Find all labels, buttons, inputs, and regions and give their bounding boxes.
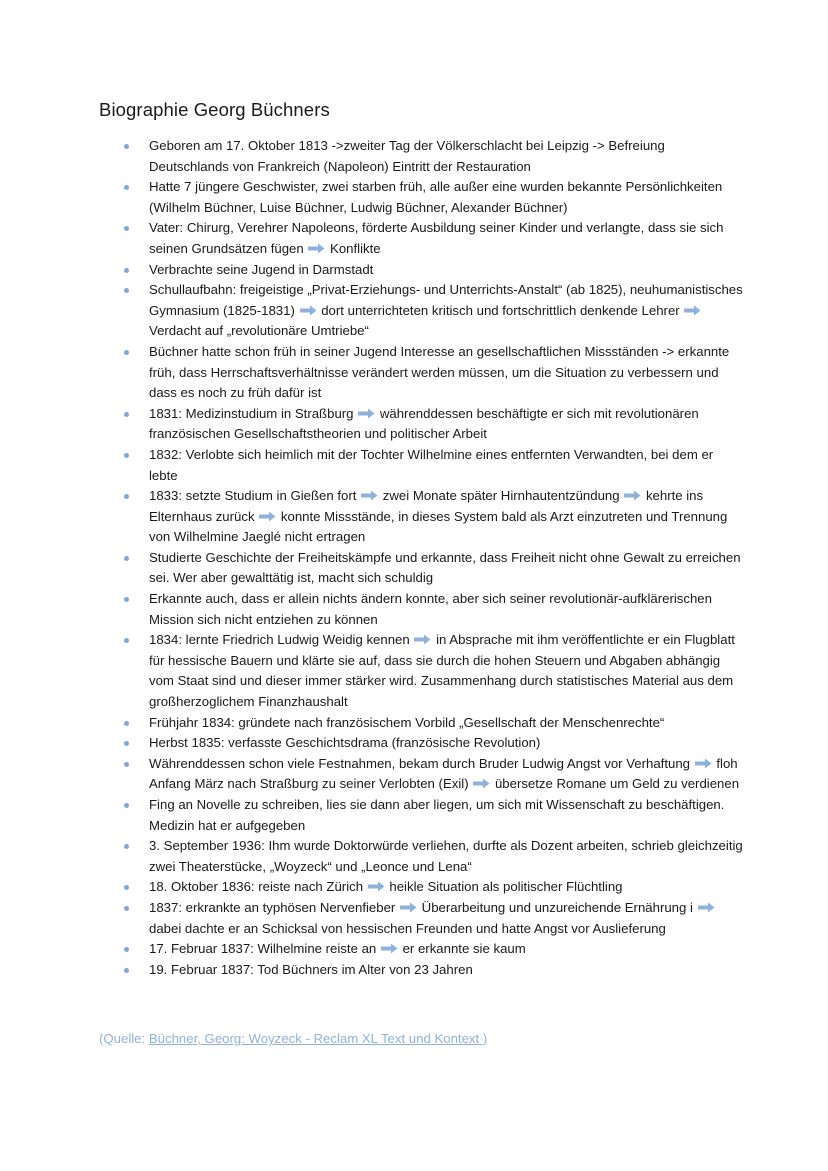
bullet-icon	[124, 288, 129, 293]
item-text: Fing an Novelle zu schreiben, lies sie dann aber liegen, um sich mit Wissenschaft zu beschäftigen. Medizin hat er aufgegeben	[149, 797, 725, 833]
bullet-icon	[124, 741, 129, 746]
item-text: Verdacht auf „revolutionäre Umtriebe“	[149, 323, 369, 339]
page-title: Biographie Georg Büchners	[99, 99, 330, 120]
bullet-icon	[124, 268, 129, 273]
source-citation	[99, 1031, 487, 1046]
item-text: Währenddessen schon viele Festnahmen, bekam durch Bruder Ludwig Angst vor Verhaftung	[149, 755, 691, 771]
item-text: Hatte 7 jüngere Geschwister, zwei starben früh, alle außer eine wurden bekannte Persönlichkeiten (Wilhelm Büchner, Luise Büchner, Ludwig Büchner, Alexander Büchner)	[149, 179, 723, 215]
item-text: Verbrachte seine Jugend in Darmstadt	[149, 261, 374, 277]
bullet-icon	[124, 762, 129, 767]
bullet-icon	[124, 494, 129, 499]
arrow-right-icon	[624, 490, 641, 501]
source-link[interactable]: Büchner, Georg: Woyzeck - Reclam XL Text und Kontext )	[148, 1031, 488, 1046]
list-item	[0, 136, 828, 177]
item-text: 1837: erkrankte an typhösen Nervenfieber	[149, 899, 396, 915]
item-text: 3. September 1936: Ihm wurde Doktorwürde verliehen, durfte als Dozent arbeiten, schrieb gleichzeitig zwei Theaterstücke, „Woyzeck“ und „Leonce und Lena“	[149, 838, 743, 874]
list-item	[0, 260, 828, 281]
item-text: zwei Monate später Hirnhautentzündung	[382, 488, 620, 504]
bullet-icon	[124, 721, 129, 726]
arrow-right-icon	[695, 758, 712, 769]
arrow-right-icon	[361, 490, 378, 501]
list-item	[0, 404, 828, 445]
item-text: dort unterrichteten kritisch und fortschrittlich denkende Lehrer	[321, 302, 680, 318]
list-item	[0, 630, 828, 712]
bullet-icon	[124, 226, 129, 231]
item-text: 1833: setzte Studium in Gießen fort	[149, 488, 357, 504]
list-item	[0, 836, 828, 877]
biography-list	[0, 136, 828, 980]
item-text: Schullaufbahn: freigeistige „Privat-Erziehungs- und Unterrichts-Anstalt“ (ab 1825), neuhumanistisches Gymnasium (1825-1831)	[149, 282, 743, 318]
list-item	[0, 939, 828, 960]
arrow-right-icon	[368, 881, 385, 892]
arrow-right-icon	[473, 778, 490, 789]
list-item	[0, 280, 828, 342]
list-item	[0, 486, 828, 548]
arrow-right-icon	[308, 243, 325, 254]
item-text: 1831: Medizinstudium in Straßburg	[149, 405, 354, 421]
bullet-icon	[124, 947, 129, 952]
list-item	[0, 877, 828, 898]
item-text: 19. Februar 1837: Tod Büchners im Alter von 23 Jahren	[149, 961, 473, 977]
list-item	[0, 218, 828, 259]
item-text: konnte Missstände, in dieses System bald als Arzt einzutreten und Trennung von Wilhelmine Jaeglé nicht ertragen	[149, 508, 728, 545]
bullet-icon	[124, 597, 129, 602]
item-text: er erkannte sie kaum	[402, 941, 526, 957]
item-text: Vater: Chirurg, Verehrer Napoleons, förderte Ausbildung seiner Kinder und verlangte, dass sie sich seinen Grundsätzen fügen	[149, 220, 724, 256]
bullet-icon	[124, 803, 129, 808]
item-text: kehrte ins Elternhaus zurück	[149, 488, 704, 524]
arrow-right-icon	[381, 943, 398, 954]
list-item	[0, 898, 828, 939]
item-text: 1834: lernte Friedrich Ludwig Weidig kennen	[149, 632, 410, 648]
list-item	[0, 445, 828, 486]
list-item	[0, 754, 828, 795]
bullet-icon	[124, 906, 129, 911]
arrow-right-icon	[414, 634, 431, 645]
arrow-right-icon	[684, 305, 701, 316]
bullet-icon	[124, 638, 129, 643]
list-item	[0, 342, 828, 404]
item-text: Frühjahr 1834: gründete nach französischem Vorbild „Gesellschaft der Menschenrechte“	[149, 714, 665, 730]
item-text: Überarbeitung und unzureichende Ernährung i	[421, 899, 693, 915]
arrow-right-icon	[400, 902, 417, 913]
list-item	[0, 589, 828, 630]
item-text: währenddessen beschäftigte er sich mit revolutionären französischen Gesellschaftstheorien und politischer Arbeit	[149, 405, 699, 442]
item-text: Büchner hatte schon früh in seiner Jugend Interesse an gesellschaftlichen Missständen -> erkannte früh, dass Herrschaftsverhältnisse verändert werden müssen, um die Situation zu verbessern und dass es noch zu früh dafür ist	[149, 343, 730, 401]
item-text: in Absprache mit ihm veröffentlichte er ein Flugblatt für hessische Bauern und klärte sie auf, dass sie durch die hohen Steuern und Abgaben abhängig vom Staat sind und dieser immer stärker wird. Zusammenhang durch statistisches Material aus dem großherzoglichem Finanzhaushalt	[149, 632, 735, 710]
bullet-icon	[124, 350, 129, 355]
bullet-icon	[124, 185, 129, 190]
arrow-right-icon	[259, 511, 276, 522]
item-text: Geboren am 17. Oktober 1813 ->zweiter Tag der Völkerschlacht bei Leipzig -> Befreiung Deutschlands von Frankreich (Napoleon) Eintritt der Restauration	[149, 138, 665, 174]
arrow-right-icon	[358, 408, 375, 419]
list-item	[0, 548, 828, 589]
bullet-icon	[124, 844, 129, 849]
item-text: Erkannte auch, dass er allein nichts ändern konnte, aber sich seiner revolutionär-aufklärerischen Mission sich nicht entziehen zu können	[149, 591, 712, 627]
arrow-right-icon	[698, 902, 715, 913]
item-text: 1832: Verlobte sich heimlich mit der Tochter Wilhelmine eines entfernten Verwandten, bei dem er lebte	[149, 446, 714, 483]
item-text: Herbst 1835: verfasste Geschichtsdrama (französische Revolution)	[149, 735, 541, 751]
list-item	[0, 960, 828, 981]
item-text: Konflikte	[330, 240, 381, 256]
bullet-icon	[124, 412, 129, 417]
list-item	[0, 713, 828, 734]
bullet-icon	[124, 453, 129, 458]
item-text: übersetze Romane um Geld zu verdienen	[494, 776, 740, 792]
source-prefix: (Quelle:	[99, 1031, 149, 1046]
item-text: Studierte Geschichte der Freiheitskämpfe und erkannte, dass Freiheit nicht ohne Gewalt zu erreichen sei. Wer aber gewalttätig ist, macht sich schuldig	[149, 549, 741, 586]
item-text: 18. Oktober 1836: reiste nach Zürich	[149, 879, 364, 895]
item-text: heikle Situation als politischer Flüchtling	[389, 879, 623, 895]
bullet-icon	[124, 885, 129, 890]
list-item	[0, 733, 828, 754]
item-text: floh Anfang März nach Straßburg zu seiner Verlobten (Exil)	[149, 755, 738, 792]
bullet-icon	[124, 144, 129, 149]
list-item	[0, 177, 828, 218]
bullet-icon	[124, 968, 129, 973]
list-item	[0, 795, 828, 836]
arrow-right-icon	[300, 305, 317, 316]
item-text: 17. Februar 1837: Wilhelmine reiste an	[149, 941, 377, 957]
bullet-icon	[124, 556, 129, 561]
item-text: dabei dachte er an Schicksal von hessischen Freunden und hatte Angst vor Auslieferung	[149, 920, 666, 936]
